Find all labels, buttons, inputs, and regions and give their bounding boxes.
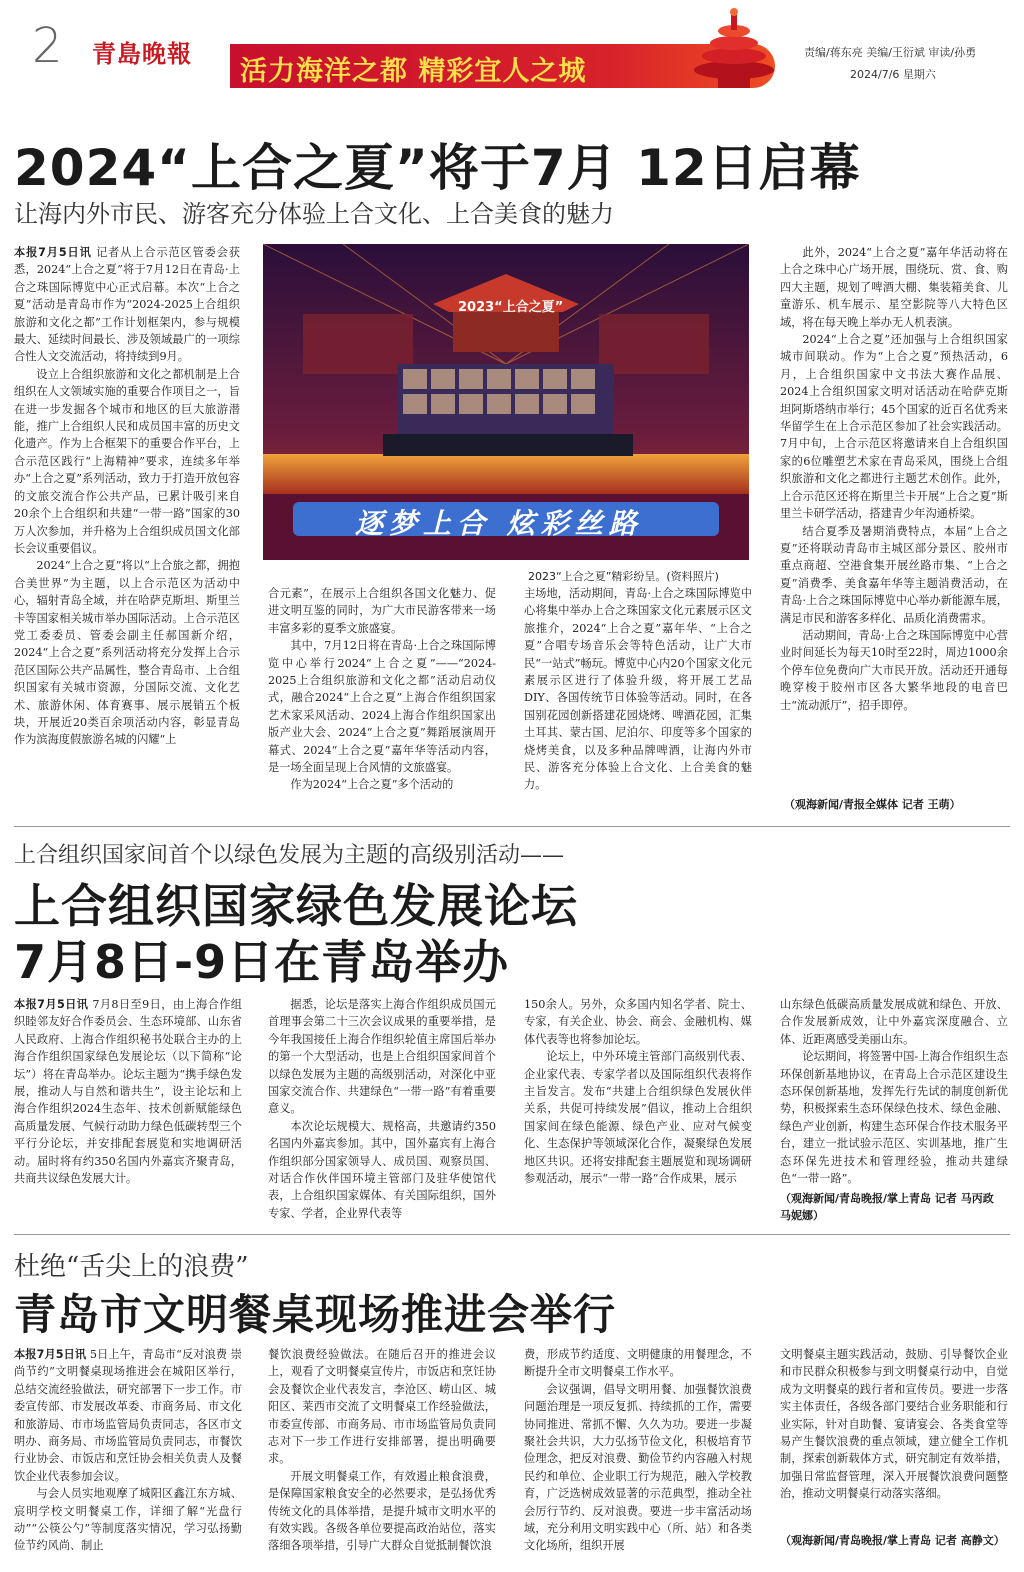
editor-credits: 责编/蒋东亮 美编/王衍斌 审读/孙勇 [804, 46, 977, 59]
article2-column-2: 据悉，论坛是落实上海合作组织成员国元首理事会第二十三次会议成果的重要举措，是今年我国接任上海合作组织轮值主席国后举办的第一个大型活动，也是上合组织国家间首个以绿色发展为主题的高级别活动，对深化中亚国家交流合作、共建绿色“一带一路”有着重要意义。 本次论坛规模大、规格高，共邀请约350名国内外嘉宾参加。其中，国外嘉宾有上海合作组织部分国家领导人、成员国、观察员国、对话合作伙伴国环境主管部门及驻华使馆代表，上合组织国家媒体、有关国际组织，国外专家、学者，企业界代表等 [268, 998, 496, 1220]
article1-column-4: 此外，2024“上合之夏”嘉年华活动将在上合之珠中心广场开展，围绕玩、赏、食、购四大主题，规划了啤酒大棚、集装箱美食、儿童游乐、机车展示、星空影院等八大特色区域，将在每天晚上举办无人机表演。 2024“上合之夏”还加强与上合组织国家城市间联动。作为“上合之夏”预热活动，6月，上合组织国家中文书法大赛作品展、2024上合组织国家文明对话活动在哈萨克斯坦阿斯塔纳市举行；45个国家的近百名优秀来华留学生在上合示范区参加了社会实践活动。7月中旬，上合示范区将邀请来自上合组织国家的6位雕塑艺术家在青岛采风，围绕上合组织旅游和文化之都进行主题艺术创作。此外，上合示范区还将在斯里兰卡开展“上合之夏”斯里兰卡研学活动，搭建青少年沟通桥梁。 结合夏季及暑期消费特点，本届“上合之夏”还将联动青岛市主城区部分景区、胶州市重点商超、空港食集开展丝路市集、“上合之夏”消费季、美食嘉年华等主题消费活动，在青岛·上合之珠国际博览中心举办新能源车展，满足市民和游客多样化、品质化消费需求。 活动期间，青岛·上合之珠国际博览中心营业时间延长为每天10时至22时，周边1000余个停车位免费向广大市民开放。活动还开通每晚穿梭于胶州市区各大繁华地段的电音巴士“流动派厅”，招手即停。 [780, 246, 1008, 712]
article2-column-1: 本报7月5日讯 7月8日至9日，由上海合作组织睦邻友好合作委员会、生态环境部、山东省人民政府、上海合作组织秘书处联合主办的上海合作组织国家绿色发展论坛（以下简称“论坛”）将在青岛举办。论坛主题为“携手绿色发展，推动人与自然和谐共生”，设主论坛和上海合作组织2024生态年、技术创新赋能绿色高质量发展、气候行动助力绿色低碳转型三个平行分论坛，并安排配套展览和实地调研活动。届时将有约350名国内外嘉宾齐聚青岛，共商共议绿色发展大计。 [14, 998, 242, 1186]
photo-title-text: 2023“上合之夏” [458, 300, 564, 315]
article3-byline: （观海新闻/青岛晚报/掌上青岛 记者 高静文） [780, 1534, 1005, 1547]
article3-headline: 青岛市文明餐桌现场推进会举行 [14, 1290, 617, 1339]
article1-byline: （观海新闻/青报全媒体 记者 王萌） [784, 798, 961, 811]
article2-headline-line2: 7月8日-9日在青岛举办 [14, 935, 510, 989]
photo-caption: 2023“上合之夏”精彩纷呈。(资料照片) [528, 570, 719, 583]
article3-column-4: 文明餐桌主题实践活动，鼓励、引导餐饮企业和市民群众积极参与到文明餐桌行动中，自觉成为文明餐桌的践行者和宣传员。要进一步落实主体责任，各级各部门要结合业务职能和行业实际，针对自助餐、宴请宴会、各类食堂等易产生餐饮浪费的重点领域，建立健全工作机制，探索创新载体方式，研究制定有效举措，加强日常监督管理，深入开展餐饮浪费问题整治，推动文明餐桌行动落实落细。 [780, 1348, 1008, 1501]
photo-banner-text: 逐梦上合 炫彩丝路 [355, 507, 643, 540]
article1-subhead: 让海内外市民、游客充分体验上合文化、上合美食的魅力 [14, 200, 614, 228]
article1-column-3: 主场地，活动期间，青岛·上合之珠国际博览中心将集中举办上合之珠国家文化元素展示区文旅推介，2024“上合之夏”嘉年华、“上合之夏”合唱专场音乐会等特色活动，让广大市民“一站式”畅玩。博览中心内20个国家文化元素展示区进行了体验升级，将开展工艺品DIY、各国传统节日体验等活动。同时，在各国别花园创新搭建花园烧烤、啤酒花园，汇集土耳其、蒙古国、尼泊尔、印度等多个国家的烧烤美食，以及多种品牌啤酒，让海内外市民、游客充分体验上合文化、上合美食的魅力。 [524, 587, 752, 792]
article1-dateline: 本报7月5日讯 [14, 246, 92, 259]
page-number: 2 [32, 18, 63, 74]
section-divider [14, 826, 1010, 827]
article2-column-3: 150余人。另外，众多国内知名学者、院士、专家，有关企业、协会、商会、金融机构、媒体代表等也将参加论坛。 论坛上，中外环境主管部门高级别代表、企业家代表、专家学者以及国际组织代表将作主旨发言。发布“共建上合组织绿色发展伙伴关系，共促可持续发展”倡议，推动上合组织国家间在绿色能源、绿色产业、应对气候变化、生态保护等领域深化合作，凝聚绿色发展地区共识。还将安排配套主题展览和现场调研参观活动，展示“一带一路”合作成果，展示 [524, 998, 752, 1186]
article2-headline-line1: 上合组织国家绿色发展论坛 [14, 879, 578, 933]
issue-date: 2024/7/6 星期六 [850, 68, 936, 81]
article2-column-4: 山东绿色低碳高质量发展成就和绿色、开放、合作发展新成效，让中外嘉宾深度融合、立体、近距离感受美丽山东。 论坛期间，将签署中国-上海合作组织生态环保创新基地协议，在青岛上合示范区建设生态环保创新基地，发挥先行先试的制度创新优势，积极探索生态环保绿色技术、绿色金融、绿色产业创新，构建生态环保合作技术服务平台，建立一批试验示范区、实训基地，推广生态环保先进技术和管理经验，推动共建绿色“一带一路”。 [780, 998, 1008, 1186]
article3-column-2: 餐饮浪费经验做法。在随后召开的推进会议上，观看了文明餐桌宣传片，市饭店和烹饪协会及餐饮企业代表发言，李沧区、崂山区、城阳区、莱西市交流了文明餐桌工作经验做法，市委宣传部、市商务局、市市场监管局负责同志对下一步工作进行安排部署，提出明确要求。 开展文明餐桌工作，有效遏止粮食浪费，是保障国家粮食安全的必然要求，是弘扬优秀传统文化的具体举措，是提升城市文明水平的有效实践。各级各单位要提高政治站位，落实落细各项举措，引导广大群众自觉抵制餐饮浪 [268, 1348, 496, 1553]
slogan: 活力海洋之都 精彩宜人之城 [240, 56, 587, 87]
masthead-logo: 青島晚報 [92, 39, 192, 68]
article1-column-1: 本报7月5日讯 记者从上合示范区管委会获悉，2024“上合之夏”将于7月12日在青岛·上合之珠国际博览中心正式启幕。本次“上合之夏”活动是青岛市作为“2024-2025上合组织旅游和文化之都”工作计划框架内，参与规模最大、延续时间最长、涉及领域最广的一项综合性人文交流活动，将持续到9月。 设立上合组织旅游和文化之都机制是上合组织在人文领域实施的重要合作项目之一，旨在进一步发掘各个城市和地区的巨大旅游潜能，推广上合组织人民和成员国丰富的历史文化遗产。作为上合框架下的重要合作平台，上合示范区践行“上海精神”要求，连续多年举办“上合之夏”系列活动，致力于打造开放包容的文旅交流合作公共产品，已累计吸引来自20余个上合组织和共建“一带一路”国家的30万人次参加，并升格为上合组织成员国文化部长会议重要倡议。 2024“上合之夏”将以“上合旅之都，拥抱合美世界”为主题，以上合示范区为活动中心，辐射青岛全域，并在哈萨克斯坦、斯里兰卡等国家相关城市举办国际活动。上合示范区党工委委员、管委会副主任郝国新介绍，2024“上合之夏”系列活动将充分发挥上合示范区国际公共产品属性，整合青岛市、上合组织国家有关城市资源，分国际交流、文化艺术、旅游休闲、体育赛事、展示展销五个板块，开展近20类百余项活动内容，彰显青岛作为滨海度假旅游名城的闪耀“上 [14, 246, 240, 747]
article3-dateline: 本报7月5日讯 [14, 1348, 87, 1361]
article1-photo [263, 244, 749, 560]
article1-headline: 2024“上合之夏”将于7月 12日启幕 [14, 139, 861, 197]
article3-kicker: 杜绝“舌尖上的浪费” [14, 1252, 249, 1282]
article2-kicker: 上合组织国家间首个以绿色发展为主题的高级别活动—— [14, 843, 565, 868]
landmark-tower-icon [688, 6, 780, 90]
article3-column-3: 费，形成节约适度、文明健康的用餐理念，不断提升全市文明餐桌工作水平。 会议强调，倡导文明用餐、加强餐饮浪费问题治理是一项反复抓、持续抓的工作，需要协同推进、常抓不懈、久久为功。要进一步凝聚社会共识，大力弘扬节俭文化，积极培育节俭理念，把反对浪费、勤俭节约内容融入村规民约和单位、企业职工行为规范，融入学校教育，广泛选树成效显著的示范典型，推动全社会厉行节约、反对浪费。要进一步丰富活动场域，充分利用文明实践中心（所、站）和各类文化场所，组织开展 [524, 1348, 752, 1553]
article2-byline: （观海新闻/青岛晚报/掌上青岛 记者 马丙政 马妮娜） [780, 1192, 994, 1222]
article2-dateline: 本报7月5日讯 [14, 998, 89, 1011]
article1-column-2: 合元素”，在展示上合组织各国文化魅力、促进文明互鉴的同时，为广大市民游客带来一场丰富多彩的夏季文旅盛宴。 其中，7月12日将在青岛·上合之珠国际博览中心举行2024“上合之夏”——“2024-2025上合组织旅游和文化之都”活动启动仪式，融合2024“上合之夏”上海合作组织国家艺术家采风活动、2024上海合作组织国家出版产业大会、2024“上合之夏”舞蹈展演周开幕式、2024“上合之夏”嘉年华等活动内容，是一场全面呈现上合风情的文旅盛宴。 作为2024“上合之夏”多个活动的 [268, 587, 496, 792]
article3-column-1: 本报7月5日讯 5日上午，青岛市“反对浪费 崇尚节约”文明餐桌现场推进会在城阳区举行，总结交流经验做法，研究部署下一步工作。市委宣传部、市发展改革委、市商务局、市文化和旅游局、市市场监管局负责同志，各区市文明办、商务局、市场监管局负责同志，市餐饮行业协会、市饭店和烹饪协会相关负责人及餐饮企业代表参加会议。 与会人员实地观摩了城阳区鑫江东方城、宸明学校文明餐桌工作，详细了解“光盘行动”“公筷公勺”等制度落实情况，学习弘扬勤俭节约风尚、制止 [14, 1348, 242, 1553]
section-divider [14, 1234, 1010, 1235]
